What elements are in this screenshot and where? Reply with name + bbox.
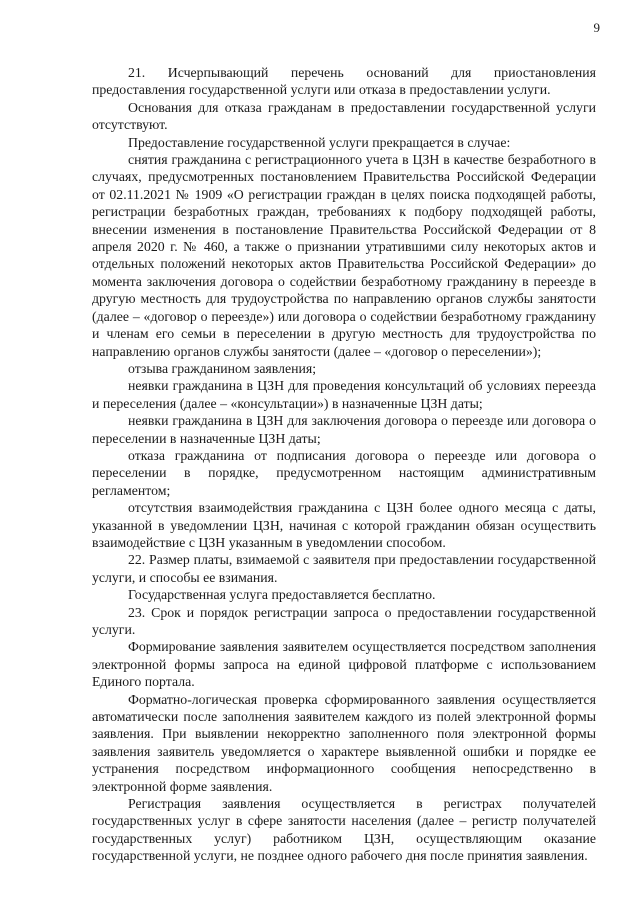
paragraph-format-check: Форматно-логическая проверка сформированного заявления осуществляется автоматически после заполнения заявителем каждого из полей электронной формы заявления. При выявлении некорректно заполненного поля электронной формы заявления заявитель уведомляется о характере выявленной ошибки и порядке ее устранения посредством информационного сообщения непосредственно в электронной форме заявления. xyxy=(92,691,596,794)
document-body xyxy=(92,64,596,865)
paragraph-section-23-heading: 23. Срок и порядок регистрации запроса о предоставлении государственной услуги. xyxy=(92,604,596,637)
paragraph-termination-refusal-sign: отказа гражданина от подписания договора о переезде или договора о переселении в порядке, предусмотренном настоящим административным регламентом; xyxy=(92,447,596,498)
paragraph-section-22-heading: 22. Размер платы, взимаемой с заявителя при предоставлении государственной услуги, и способы ее взимания. xyxy=(92,552,596,585)
paragraph-application-forming: Формирование заявления заявителем осуществляется посредством заполнения электронной формы запроса на единой цифровой платформе с использованием Единого портала. xyxy=(92,639,596,690)
paragraph-termination-intro: Предоставление государственной услуги прекращается в случае: xyxy=(128,134,511,150)
page-number: 9 xyxy=(593,20,600,35)
paragraph-termination-no-consultation: неявки гражданина в ЦЗН для проведения консультаций об условиях переезда и переселения (далее – «консультации») в назначенные ЦЗН даты; xyxy=(92,378,596,411)
paragraph-termination-no-contract: неявки гражданина в ЦЗН для заключения договора о переезде или договора о переселении в назначенные ЦЗН даты; xyxy=(92,413,596,446)
paragraph-termination-deregistration: снятия гражданина с регистрационного учета в ЦЗН в качестве безработного в случаях, предусмотренных постановлением Правительства Российской Федерации от 02.11.2021 № 1909 «О регистрации граждан в целях поиска подходящей работы, регистрации безработных граждан, требованиях к подбору подходящей работы, внесении изменения в постановление Правительства Российской Федерации от 8 апреля 2020 г. № 460, а также о признании утратившими силу некоторых актов и отдельных положений некоторых актов Правительства Российской Федерации» до момента заключения договора о содействии безработному гражданину в переезде в другую местность для трудоустройства по направлению органов службы занятости (далее – «договор о переезде») или договора о содействии безработному гражданину и членам его семьи в переселении в другую местность для трудоустройства по направлению органов службы занятости (далее – «договор о переселении»); xyxy=(92,152,596,359)
paragraph-refusal-grounds: Основания для отказа гражданам в предоставлении государственной услуги отсутствуют. xyxy=(92,99,596,133)
paragraph-termination-withdrawal: отзыва гражданином заявления; xyxy=(128,360,317,376)
paragraph-section-21-heading: 21. Исчерпывающий перечень оснований для приостановления предоставления государственной услуги или отказа в предоставлении услуги. xyxy=(92,65,596,98)
paragraph-termination-no-interaction: отсутствия взаимодействия гражданина с ЦЗН более одного месяца с даты, указанной в уведомлении ЦЗН, начиная с которой гражданин обязан осуществить взаимодействие с ЦЗН указанным в уведомлении способом. xyxy=(92,500,596,550)
paragraph-registration: Регистрация заявления осуществляется в регистрах получателей государственных услуг в сфере занятости населения (далее – регистр получателей государственных услуг) работником ЦЗН, осуществляющим оказание государственной услуги, не позднее одного рабочего дня после принятия заявления. xyxy=(92,796,596,864)
paragraph-free-of-charge: Государственная услуга предоставляется бесплатно. xyxy=(128,587,436,603)
